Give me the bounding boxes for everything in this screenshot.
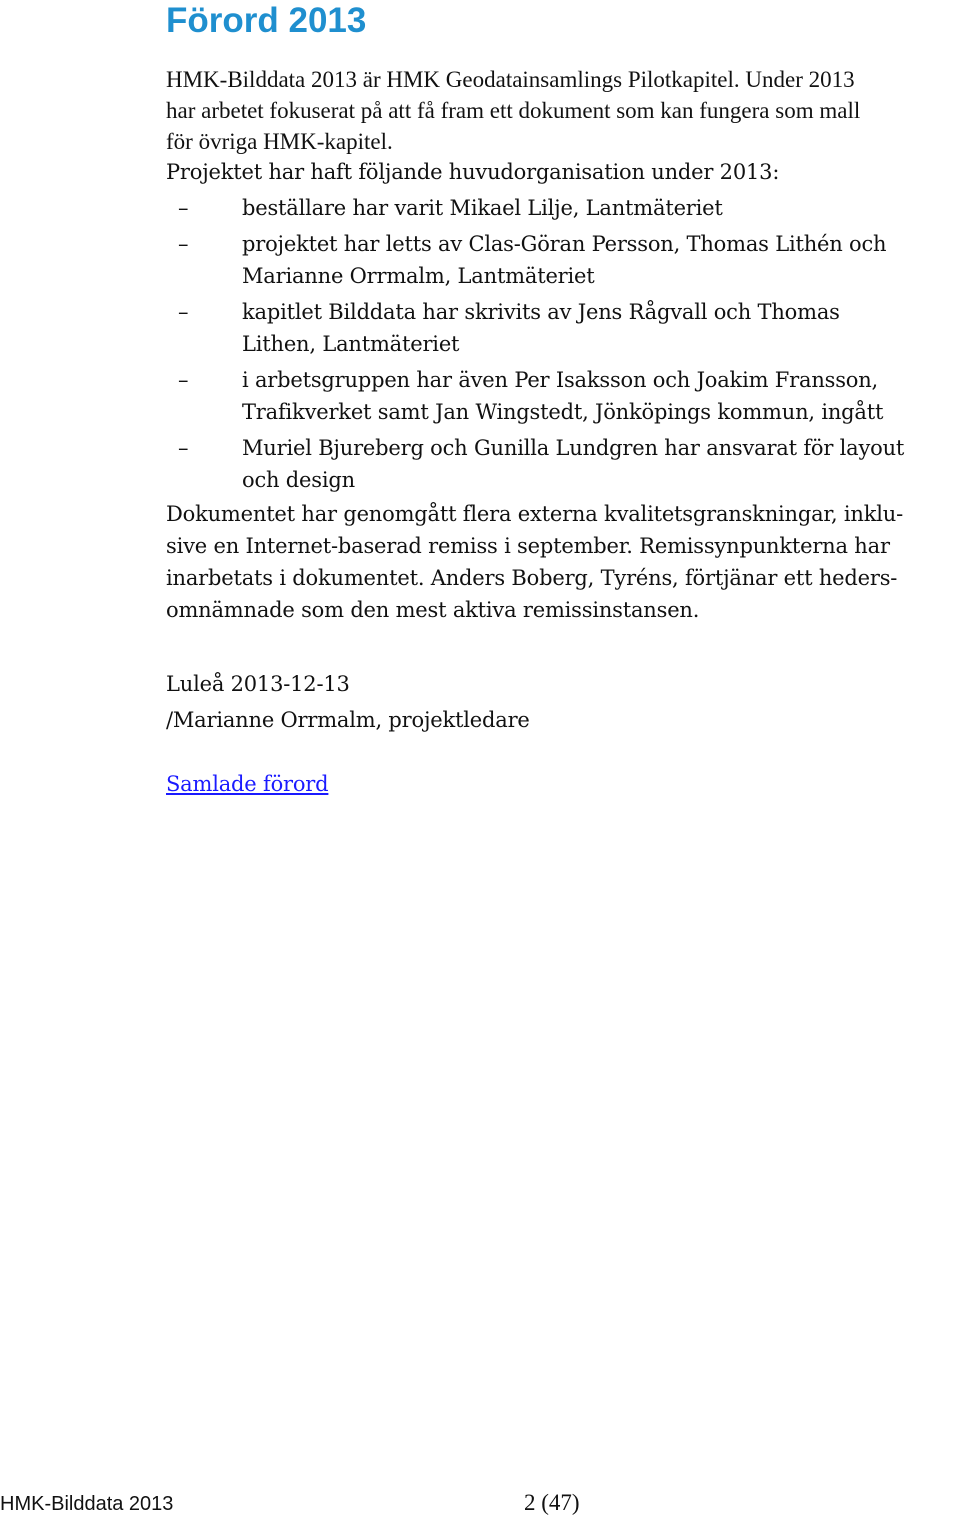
dash-bullet: –	[178, 368, 189, 392]
list-item	[166, 296, 946, 360]
closing-line: Dokumentet har genomgått flera externa kvalitetsgranskningar, inklu-	[166, 502, 904, 526]
closing-line: omnämnade som den mest aktiva remissinstansen.	[166, 598, 700, 622]
closing-paragraph	[166, 498, 946, 626]
list-item-line: Marianne Orrmalm, Lantmäteriet	[242, 264, 595, 288]
dash-bullet: –	[178, 436, 189, 460]
dash-bullet: –	[178, 232, 189, 256]
list-item-line: Trafikverket samt Jan Wingstedt, Jönköpings kommun, ingått	[242, 400, 884, 424]
intro-line: har arbetet fokuserat på att få fram ett dokument som kan fungera som mall	[166, 98, 861, 123]
list-item	[166, 192, 946, 224]
list-item	[166, 432, 946, 496]
dash-bullet: –	[178, 196, 189, 220]
list-item	[166, 364, 946, 428]
closing-line: inarbetats i dokumentet. Anders Boberg, Tyréns, förtjänar ett heders-	[166, 566, 898, 590]
samlade-forord-link[interactable]: Samlade förord	[166, 772, 329, 796]
list-item-line: projektet har letts av Clas-Göran Persson, Thomas Lithén och	[242, 232, 887, 256]
closing-line: sive en Internet-baserad remiss i september. Remissynpunkterna har	[166, 534, 890, 558]
list-item-line: beställare har varit Mikael Lilje, Lantmäteriet	[242, 196, 723, 220]
list-item-line: Lithen, Lantmäteriet	[242, 332, 460, 356]
footer-page-number: 2 (47)	[524, 1490, 580, 1515]
list-item-line: och design	[242, 468, 355, 492]
intro-line: för övriga HMK-kapitel.	[166, 129, 393, 154]
organisation-list	[166, 192, 946, 500]
intro-line: HMK-Bilddata 2013 är HMK Geodatainsamlings Pilotkapitel. Under 2013	[166, 67, 855, 92]
signature: /Marianne Orrmalm, projektledare	[166, 708, 530, 732]
list-item	[166, 228, 946, 292]
list-item-line: Muriel Bjureberg och Gunilla Lundgren har ansvarat för layout	[242, 436, 905, 460]
dash-bullet: –	[178, 300, 189, 324]
footer-document-name: HMK-Bilddata 2013	[0, 1493, 174, 1515]
list-item-line: kapitlet Bilddata har skrivits av Jens Rågvall och Thomas	[242, 300, 840, 324]
organisation-intro: Projektet har haft följande huvudorganisation under 2013:	[166, 160, 780, 184]
intro-paragraph	[166, 64, 946, 157]
page-title: Förord 2013	[166, 1, 367, 40]
list-item-line: i arbetsgruppen har även Per Isaksson och Joakim Fransson,	[242, 368, 879, 392]
place-date: Luleå 2013-12-13	[166, 672, 350, 696]
